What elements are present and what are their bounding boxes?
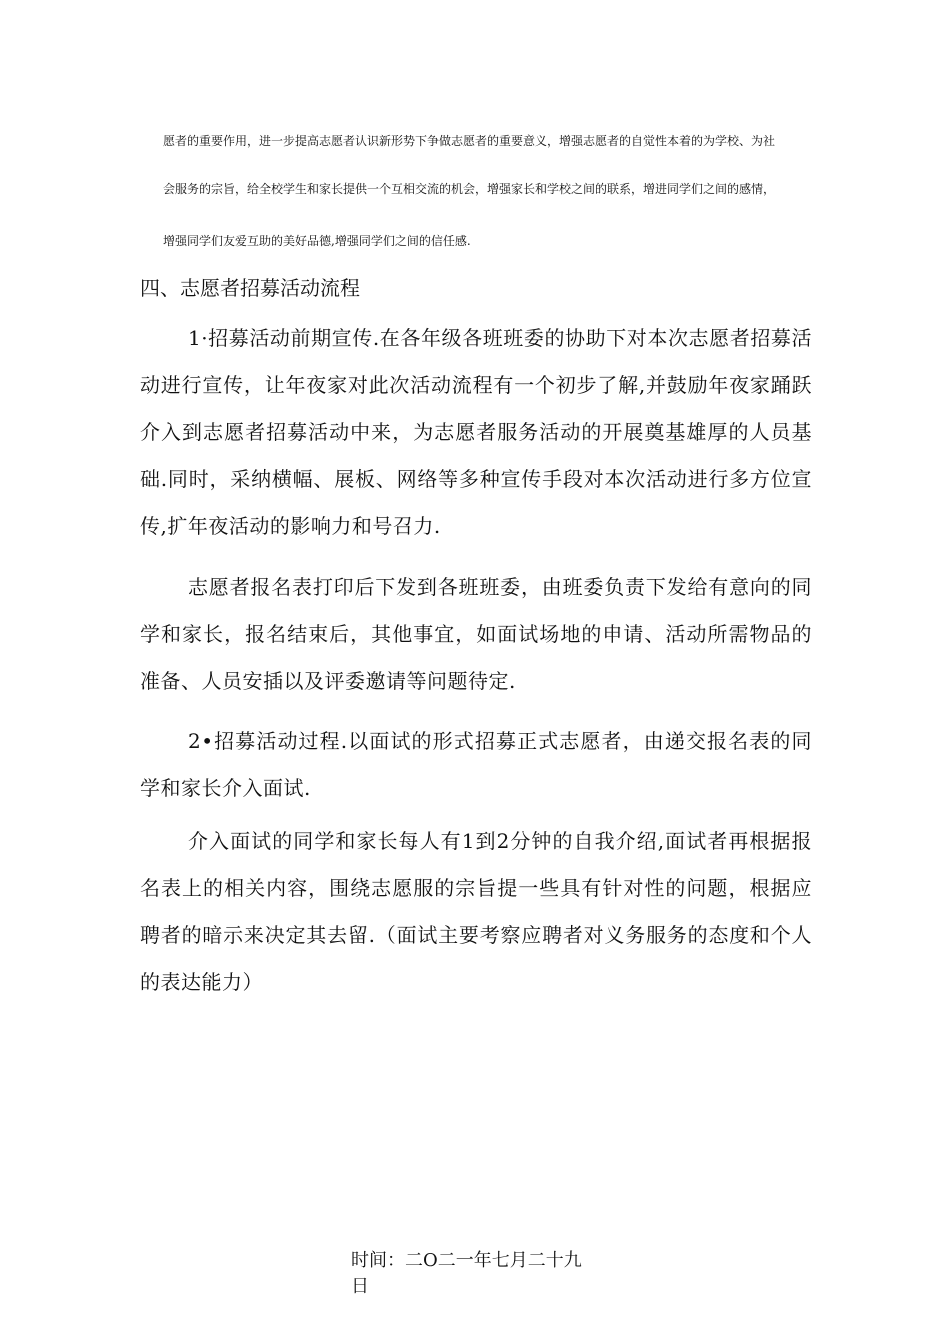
paragraph-2: 志愿者报名表打印后下发到各班班委，由班委负责下发给有意向的同学和家长，报名结束后，其他事宜，如面试场地的申请、活动所需物品的准备、人员安插以及评委邀请等问题待定. (140, 575, 812, 693)
date-footer (351, 1248, 611, 1300)
section-heading: 四、志愿者招募活动流程 (140, 276, 360, 300)
intro-line-2: 会服务的宗旨，给全校学生和家长提供一个互相交流的机会，增强家长和学校之间的联系，增进同学们之间的感情， (163, 182, 776, 196)
date-line-1: 时间：二O二一年七月二十九 (351, 1250, 582, 1271)
intro-line-3: 增强同学们友爱互助的美好品德,增强同学们之间的信任感. (163, 234, 471, 248)
date-line-2: 日 (351, 1276, 369, 1297)
paragraph-1: 1·招募活动前期宣传.在各年级各班班委的协助下对本次志愿者招募活动进行宣传，让年夜家对此次活动流程有一个初步了解,并鼓励年夜家踊跃介入到志愿者招募活动中来，为志愿者服务活动的开展奠基雄厚的人员基础.同时，采纳横幅、展板、网络等多种宣传手段对本次活动进行多方位宣传,扩年夜活动的影响力和号召力. (140, 326, 812, 538)
paragraph-3: 2•招募活动过程.以面试的形式招募正式志愿者，由递交报名表的同学和家长介入面试. (140, 729, 812, 800)
intro-line-1: 愿者的重要作用，进一步提高志愿者认识新形势下争做志愿者的重要意义，增强志愿者的自觉性本着的为学校、为社 (163, 134, 776, 148)
paragraph-4: 介入面试的同学和家长每人有1到2分钟的自我介绍,面试者再根据报名表上的相关内容，围绕志愿服的宗旨提一些具有针对性的问题，根据应聘者的暗示来决定其去留.（面试主要考察应聘者对义务服务的态度和个人的表达能力） (140, 829, 812, 994)
